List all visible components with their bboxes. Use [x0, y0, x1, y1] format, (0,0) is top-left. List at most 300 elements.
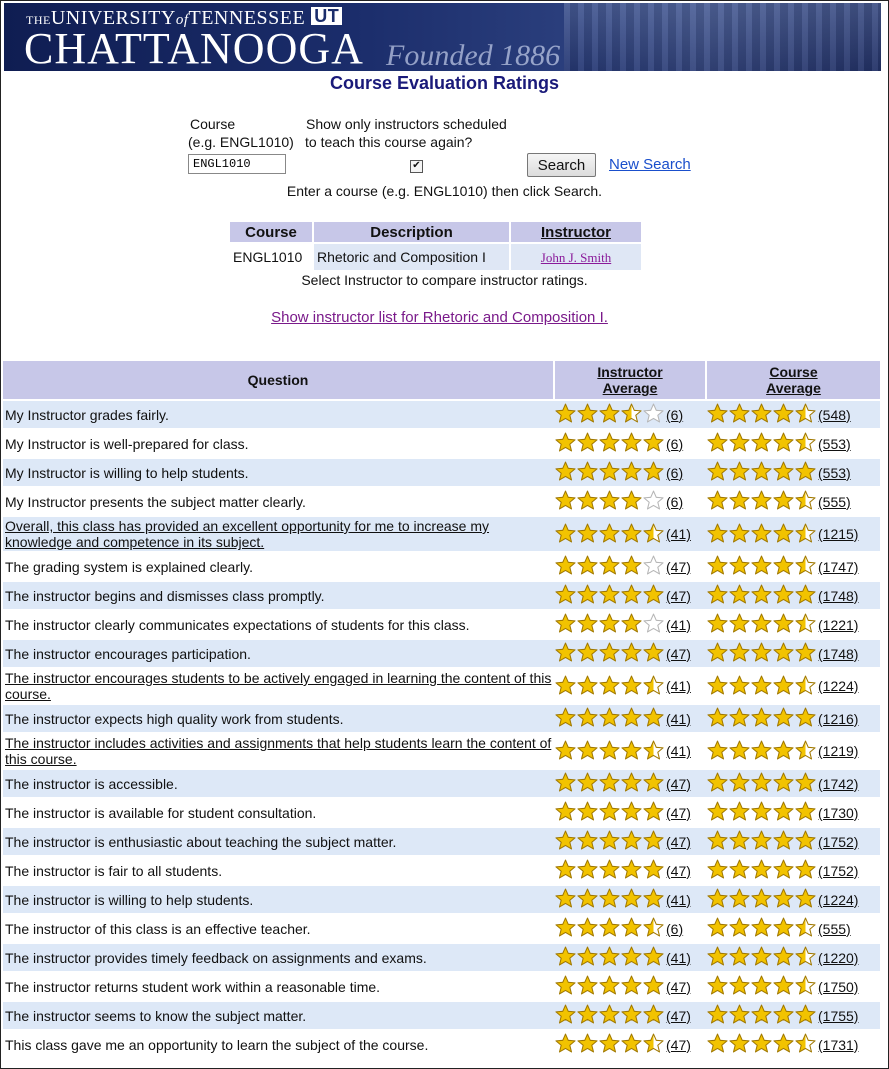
course-response-count[interactable]: (1215) — [818, 526, 859, 542]
course-response-count[interactable]: (1752) — [818, 833, 859, 850]
course-row — [230, 244, 641, 270]
instructor-star-rating — [555, 613, 665, 636]
star-icon — [555, 830, 576, 850]
instructor-star-rating — [555, 675, 665, 698]
instructor-response-count[interactable]: (47) — [666, 978, 691, 995]
instructor-response-count[interactable]: (47) — [666, 833, 691, 850]
star-icon — [773, 675, 794, 695]
question-text[interactable]: The instructor includes activities and assignments that help students learn the content of this course. — [3, 733, 554, 769]
star-icon — [707, 1033, 728, 1053]
course-response-count[interactable]: (553) — [818, 435, 851, 452]
course-average-cell — [706, 914, 880, 943]
search-button[interactable]: Search — [527, 153, 596, 177]
star-icon — [555, 613, 576, 633]
star-icon — [555, 523, 576, 543]
instructor-response-count[interactable]: (47) — [666, 558, 691, 575]
star-icon — [751, 859, 772, 879]
star-icon — [773, 555, 794, 575]
instructor-star-rating — [555, 555, 665, 578]
course-input[interactable] — [188, 154, 286, 174]
course-star-rating — [707, 675, 817, 698]
star-icon — [707, 888, 728, 908]
star-icon — [773, 403, 794, 423]
star-icon — [577, 801, 598, 821]
rating-row — [3, 769, 880, 798]
star-icon — [555, 707, 576, 727]
instructor-response-count[interactable]: (41) — [666, 949, 691, 966]
star-icon — [751, 432, 772, 452]
rating-row — [3, 1030, 880, 1058]
instructor-average-cell — [554, 885, 706, 914]
instructor-response-count[interactable]: (47) — [666, 645, 691, 662]
instructor-response-count[interactable]: (6) — [666, 435, 684, 452]
course-star-rating — [707, 830, 817, 853]
instructor-average-cell — [554, 798, 706, 827]
instructor-column-header[interactable]: Instructor — [511, 222, 641, 242]
instructor-response-count[interactable]: (47) — [666, 587, 691, 604]
course-average-cell — [706, 458, 880, 487]
course-code: ENGL1010 — [233, 249, 303, 265]
star-icon — [621, 946, 642, 966]
rating-row — [3, 1001, 880, 1030]
course-example-label: (e.g. ENGL1010) — [188, 134, 294, 150]
star-icon — [599, 975, 620, 995]
star-icon — [795, 584, 816, 604]
course-column-header: Course — [230, 222, 312, 242]
course-star-rating — [707, 707, 817, 730]
star-icon — [621, 523, 642, 543]
star-icon — [773, 432, 794, 452]
rating-row — [3, 733, 880, 769]
instructor-response-count[interactable]: (47) — [666, 775, 691, 792]
star-icon — [555, 975, 576, 995]
instructor-response-count[interactable]: (41) — [666, 526, 691, 542]
star-icon — [751, 707, 772, 727]
star-icon — [621, 801, 642, 821]
star-icon — [555, 859, 576, 879]
star-icon — [751, 461, 772, 481]
scheduled-label-line1: Show only instructors scheduled — [306, 116, 507, 132]
instructor-average-header[interactable] — [554, 361, 706, 400]
course-response-count[interactable]: (1224) — [818, 891, 859, 908]
star-icon — [707, 707, 728, 727]
question-text: The instructor begins and dismisses class promptly. — [3, 581, 554, 610]
instructor-star-rating — [555, 584, 665, 607]
instructor-response-count[interactable]: (6) — [666, 406, 684, 423]
course-star-rating — [707, 523, 817, 546]
star-icon — [729, 830, 750, 850]
course-response-count[interactable]: (1755) — [818, 1007, 859, 1024]
instructor-response-count[interactable]: (41) — [666, 710, 691, 727]
course-star-rating — [707, 740, 817, 763]
instructor-average-cell — [554, 943, 706, 972]
star-icon — [577, 432, 598, 452]
course-response-count[interactable]: (1748) — [818, 645, 859, 662]
instructor-response-count[interactable]: (6) — [666, 920, 684, 937]
star-icon — [577, 859, 598, 879]
star-icon — [555, 555, 576, 575]
star-icon — [555, 801, 576, 821]
instructor-response-count[interactable]: (6) — [666, 493, 684, 510]
course-average-cell — [706, 856, 880, 885]
star-icon — [621, 975, 642, 995]
star-icon — [577, 555, 598, 575]
instructor-star-rating — [555, 432, 665, 455]
instructor-response-count[interactable]: (6) — [666, 464, 684, 481]
star-icon — [751, 675, 772, 695]
rating-row — [3, 704, 880, 733]
instructor-response-count[interactable]: (41) — [666, 743, 691, 759]
course-average-cell — [706, 552, 880, 581]
instructor-average-cell — [554, 639, 706, 668]
star-icon — [773, 946, 794, 966]
star-icon — [707, 975, 728, 995]
star-icon — [599, 642, 620, 662]
star-icon — [599, 490, 620, 510]
question-column-header: Question — [3, 361, 554, 400]
course-average-cell — [706, 1030, 880, 1058]
star-icon — [751, 772, 772, 792]
course-average-cell — [706, 429, 880, 458]
star-icon — [751, 555, 772, 575]
instructor-star-rating — [555, 946, 665, 969]
star-icon — [773, 830, 794, 850]
star-icon — [773, 859, 794, 879]
course-response-count[interactable]: (1730) — [818, 804, 859, 821]
course-average-cell — [706, 972, 880, 1001]
star-icon — [773, 613, 794, 633]
course-average-cell — [706, 610, 880, 639]
star-icon — [751, 613, 772, 633]
new-search-link[interactable]: New Search — [609, 156, 691, 173]
star-icon — [577, 1004, 598, 1024]
question-text[interactable]: Overall, this class has provided an excellent opportunity for me to increase my knowledge and competence in its subject. — [3, 516, 554, 552]
star-icon — [643, 946, 664, 966]
star-icon — [729, 642, 750, 662]
star-icon — [621, 888, 642, 908]
star-icon — [555, 490, 576, 510]
star-icon — [751, 946, 772, 966]
instructor-average-cell — [554, 668, 706, 704]
star-icon — [577, 1033, 598, 1053]
question-text: The instructor provides timely feedback on assignments and exams. — [3, 943, 554, 972]
star-icon — [599, 461, 620, 481]
instructor-star-rating — [555, 888, 665, 911]
star-icon — [729, 490, 750, 510]
star-icon — [577, 917, 598, 937]
course-response-count[interactable]: (1224) — [818, 678, 859, 694]
instructor-cell — [511, 244, 641, 270]
question-text: My Instructor is willing to help students. — [3, 458, 554, 487]
instructor-average-header-line1: Instructor — [597, 364, 663, 380]
course-response-count[interactable]: (1220) — [818, 949, 859, 966]
course-response-count[interactable]: (1752) — [818, 862, 859, 879]
star-icon — [795, 675, 816, 695]
course-star-rating — [707, 642, 817, 665]
star-icon — [707, 403, 728, 423]
banner-of: of — [175, 12, 189, 28]
course-description: Rhetoric and Composition I — [314, 244, 509, 270]
question-text: My Instructor presents the subject matter clearly. — [3, 487, 554, 516]
course-response-count[interactable]: (555) — [818, 920, 851, 937]
star-icon — [621, 613, 642, 633]
star-icon — [621, 917, 642, 937]
star-icon — [577, 490, 598, 510]
star-icon — [643, 613, 664, 633]
star-icon — [643, 888, 664, 908]
star-icon — [599, 555, 620, 575]
question-text: The instructor clearly communicates expectations of students for this class. — [3, 610, 554, 639]
star-icon — [555, 432, 576, 452]
question-text: This class gave me an opportunity to learn the subject of the course. — [3, 1030, 554, 1058]
star-icon — [643, 555, 664, 575]
question-text: The grading system is explained clearly. — [3, 552, 554, 581]
scheduled-checkbox[interactable]: ✔ — [410, 160, 423, 173]
rating-row — [3, 798, 880, 827]
course-response-count[interactable]: (1216) — [818, 710, 859, 727]
star-icon — [577, 461, 598, 481]
ut-logo: UT — [311, 7, 342, 25]
instructor-response-count[interactable]: (47) — [666, 1007, 691, 1024]
instructor-response-count[interactable]: (47) — [666, 804, 691, 821]
rating-row — [3, 581, 880, 610]
star-icon — [729, 707, 750, 727]
star-icon — [599, 584, 620, 604]
instructor-average-cell — [554, 733, 706, 769]
star-icon — [577, 830, 598, 850]
instructor-average-cell — [554, 914, 706, 943]
star-icon — [643, 801, 664, 821]
question-text: The instructor expects high quality work from students. — [3, 704, 554, 733]
star-icon — [621, 740, 642, 760]
instructor-average-cell — [554, 972, 706, 1001]
course-response-count[interactable]: (553) — [818, 464, 851, 481]
star-icon — [621, 830, 642, 850]
instructor-star-rating — [555, 801, 665, 824]
star-icon — [729, 946, 750, 966]
instructor-average-cell — [554, 704, 706, 733]
select-instructor-hint: Select Instructor to compare instructor ratings. — [301, 272, 588, 288]
star-icon — [773, 642, 794, 662]
page-title: Course Evaluation Ratings — [329, 73, 560, 93]
course-star-rating — [707, 772, 817, 795]
instructor-response-count[interactable]: (47) — [666, 862, 691, 879]
instructor-star-rating — [555, 642, 665, 665]
star-icon — [795, 403, 816, 423]
instructor-star-rating — [555, 830, 665, 853]
star-icon — [599, 888, 620, 908]
instructor-response-count[interactable]: (47) — [666, 1036, 691, 1053]
rating-row — [3, 972, 880, 1001]
star-icon — [643, 917, 664, 937]
question-text: The instructor is available for student consultation. — [3, 798, 554, 827]
course-response-count[interactable]: (1219) — [818, 743, 859, 759]
instructor-response-count[interactable]: (41) — [666, 616, 691, 633]
instructor-star-rating — [555, 1004, 665, 1027]
instructor-response-count[interactable]: (41) — [666, 891, 691, 908]
ratings-table — [3, 361, 880, 1058]
star-icon — [795, 917, 816, 937]
instructor-star-rating — [555, 490, 665, 513]
star-icon — [577, 888, 598, 908]
star-icon — [621, 675, 642, 695]
course-average-cell — [706, 400, 880, 429]
star-icon — [707, 946, 728, 966]
star-icon — [621, 555, 642, 575]
star-icon — [621, 707, 642, 727]
course-star-rating — [707, 432, 817, 455]
course-response-count[interactable]: (1748) — [818, 587, 859, 604]
rating-row — [3, 458, 880, 487]
instructor-average-cell — [554, 1030, 706, 1058]
star-icon — [599, 1033, 620, 1053]
course-average-cell — [706, 798, 880, 827]
star-icon — [599, 946, 620, 966]
ratings-body — [3, 400, 880, 1058]
star-icon — [773, 1004, 794, 1024]
star-icon — [643, 707, 664, 727]
instructor-average-cell — [554, 827, 706, 856]
star-icon — [577, 642, 598, 662]
rating-row — [3, 914, 880, 943]
instructor-star-rating — [555, 917, 665, 940]
star-icon — [795, 740, 816, 760]
star-icon — [773, 801, 794, 821]
instructor-average-cell — [554, 429, 706, 458]
instructor-average-cell — [554, 400, 706, 429]
star-icon — [643, 772, 664, 792]
course-average-cell — [706, 516, 880, 552]
banner-campus: CHATTANOOGA — [24, 24, 364, 71]
star-icon — [751, 888, 772, 908]
star-icon — [795, 859, 816, 879]
star-icon — [555, 917, 576, 937]
star-icon — [621, 642, 642, 662]
star-icon — [751, 975, 772, 995]
star-icon — [773, 888, 794, 908]
course-table — [228, 220, 643, 272]
star-icon — [599, 523, 620, 543]
star-icon — [751, 740, 772, 760]
course-average-header[interactable] — [706, 361, 880, 400]
star-icon — [729, 1004, 750, 1024]
star-icon — [621, 859, 642, 879]
rating-row — [3, 610, 880, 639]
rating-row — [3, 943, 880, 972]
star-icon — [577, 584, 598, 604]
star-icon — [599, 432, 620, 452]
star-icon — [621, 772, 642, 792]
course-response-count[interactable]: (1221) — [818, 616, 859, 633]
course-average-cell — [706, 885, 880, 914]
question-text: The instructor is fair to all students. — [3, 856, 554, 885]
course-average-header-line2: Average — [766, 380, 821, 396]
star-icon — [729, 772, 750, 792]
show-instructor-list-link[interactable]: Show instructor list for Rhetoric and Composition I. — [271, 309, 608, 326]
star-icon — [773, 490, 794, 510]
star-icon — [643, 675, 664, 695]
instructor-average-cell — [554, 856, 706, 885]
course-response-count[interactable]: (1731) — [818, 1036, 859, 1053]
university-banner[interactable] — [4, 3, 881, 71]
course-average-cell — [706, 1001, 880, 1030]
star-icon — [795, 801, 816, 821]
star-icon — [643, 1004, 664, 1024]
star-icon — [599, 707, 620, 727]
star-icon — [707, 1004, 728, 1024]
course-average-cell — [706, 704, 880, 733]
star-icon — [555, 461, 576, 481]
course-response-count[interactable]: (1742) — [818, 775, 859, 792]
question-text[interactable]: The instructor encourages students to be actively engaged in learning the content of this course. — [3, 668, 554, 704]
course-star-rating — [707, 461, 817, 484]
star-icon — [643, 403, 664, 423]
question-text: My Instructor grades fairly. — [3, 400, 554, 429]
instructor-star-rating — [555, 403, 665, 426]
star-icon — [599, 1004, 620, 1024]
star-icon — [621, 1004, 642, 1024]
star-icon — [577, 772, 598, 792]
star-icon — [729, 432, 750, 452]
star-icon — [577, 707, 598, 727]
course-average-cell — [706, 668, 880, 704]
star-icon — [643, 975, 664, 995]
question-text: The instructor is enthusiastic about teaching the subject matter. — [3, 827, 554, 856]
star-icon — [555, 403, 576, 423]
star-icon — [795, 490, 816, 510]
rating-row — [3, 400, 880, 429]
star-icon — [773, 740, 794, 760]
instructor-average-cell — [554, 610, 706, 639]
star-icon — [729, 461, 750, 481]
star-icon — [773, 772, 794, 792]
star-icon — [643, 1033, 664, 1053]
star-icon — [621, 403, 642, 423]
star-icon — [795, 613, 816, 633]
star-icon — [707, 432, 728, 452]
course-average-cell — [706, 827, 880, 856]
instructor-link[interactable]: John J. Smith — [540, 249, 612, 265]
star-icon — [795, 772, 816, 792]
course-average-cell — [706, 733, 880, 769]
rating-row — [3, 552, 880, 581]
banner-tennessee: TENNESSEE — [188, 7, 306, 29]
star-icon — [729, 1033, 750, 1053]
star-icon — [577, 740, 598, 760]
star-icon — [795, 707, 816, 727]
star-icon — [643, 830, 664, 850]
star-icon — [555, 888, 576, 908]
instructor-star-rating — [555, 772, 665, 795]
instructor-response-count[interactable]: (41) — [666, 678, 691, 694]
course-response-count[interactable]: (555) — [818, 493, 851, 510]
course-star-rating — [707, 403, 817, 426]
star-icon — [751, 801, 772, 821]
course-response-count[interactable]: (1747) — [818, 558, 859, 575]
course-response-count[interactable]: (1750) — [818, 978, 859, 995]
description-column-header: Description — [314, 222, 509, 242]
star-icon — [751, 917, 772, 937]
star-icon — [599, 917, 620, 937]
instructor-average-cell — [554, 458, 706, 487]
star-icon — [751, 584, 772, 604]
star-icon — [599, 830, 620, 850]
course-response-count[interactable]: (548) — [818, 406, 851, 423]
course-star-rating — [707, 1004, 817, 1027]
star-icon — [773, 584, 794, 604]
star-icon — [707, 740, 728, 760]
rating-row — [3, 856, 880, 885]
